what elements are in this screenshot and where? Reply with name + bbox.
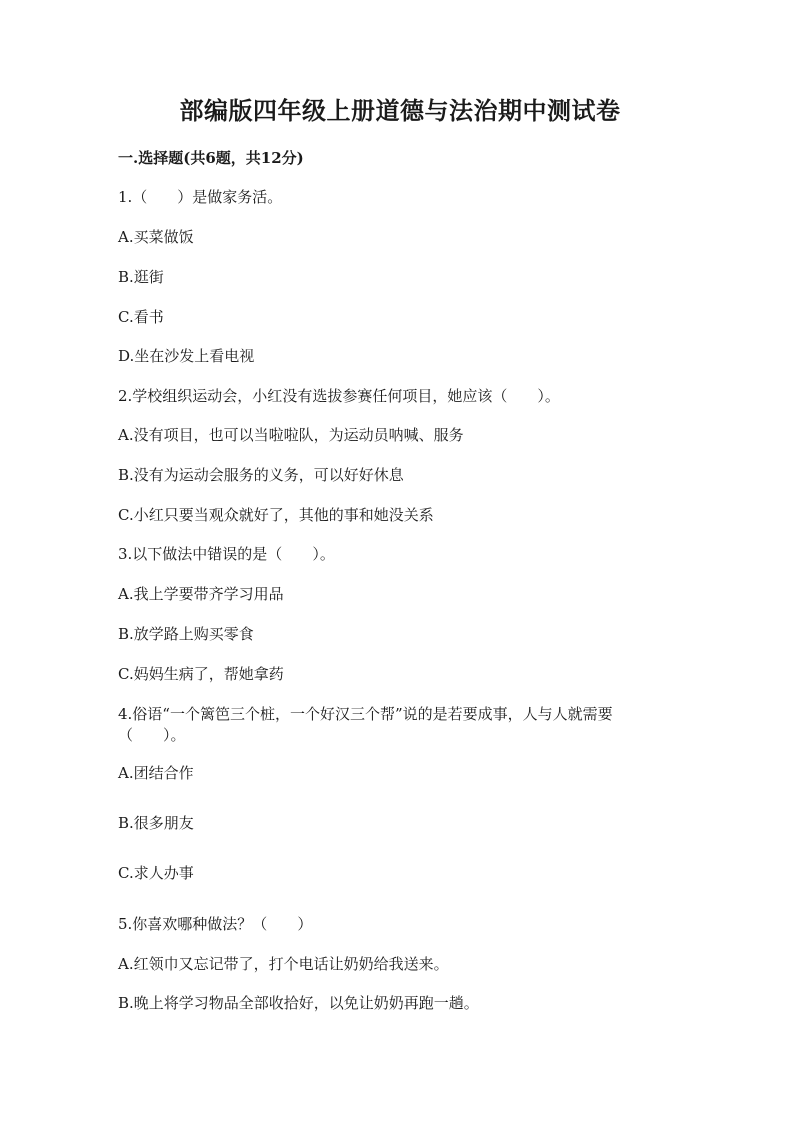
- question-1-option-d: D.坐在沙发上看电视: [118, 347, 255, 365]
- question-1-option-c: C.看书: [118, 308, 164, 326]
- question-3-option-c: C.妈妈生病了，帮她拿药: [118, 665, 284, 683]
- question-4-stem-line1: 4.俗语“一个篱笆三个桩，一个好汉三个帮”说的是若要成事，人与人就需要: [118, 705, 613, 723]
- question-4-option-a: A.团结合作: [118, 764, 194, 782]
- question-1-option-a: A.买菜做饭: [118, 228, 194, 246]
- question-3-option-b: B.放学路上购买零食: [118, 625, 254, 643]
- question-5-option-a: A.红领巾又忘记带了，打个电话让奶奶给我送来。: [118, 955, 449, 973]
- question-2-option-b: B.没有为运动会服务的义务，可以好好休息: [118, 466, 404, 484]
- question-1-option-b: B.逛街: [118, 268, 164, 286]
- question-4-option-c: C.求人办事: [118, 864, 194, 882]
- question-1-stem: 1.（ ）是做家务活。: [118, 188, 283, 206]
- question-5-option-b: B.晚上将学习物品全部收拾好，以免让奶奶再跑一趟。: [118, 994, 479, 1012]
- question-2-option-c: C.小红只要当观众就好了，其他的事和她没关系: [118, 506, 434, 524]
- question-5-stem: 5.你喜欢哪种做法？（ ）: [118, 915, 313, 933]
- question-2-stem: 2.学校组织运动会，小红没有选拔参赛任何项目，她应该（ ）。: [118, 387, 560, 405]
- question-2-option-a: A.没有项目，也可以当啦啦队，为运动员呐喊、服务: [118, 426, 464, 444]
- question-4-option-b: B.很多朋友: [118, 814, 194, 832]
- question-4-stem-line2: （ ）。: [118, 726, 186, 744]
- question-3-option-a: A.我上学要带齐学习用品: [118, 585, 284, 603]
- question-3-stem: 3.以下做法中错误的是（ ）。: [118, 545, 335, 563]
- section-heading: 一.选择题(共6题，共12分): [118, 149, 304, 167]
- exam-title: 部编版四年级上册道德与法治期中测试卷: [179, 96, 621, 125]
